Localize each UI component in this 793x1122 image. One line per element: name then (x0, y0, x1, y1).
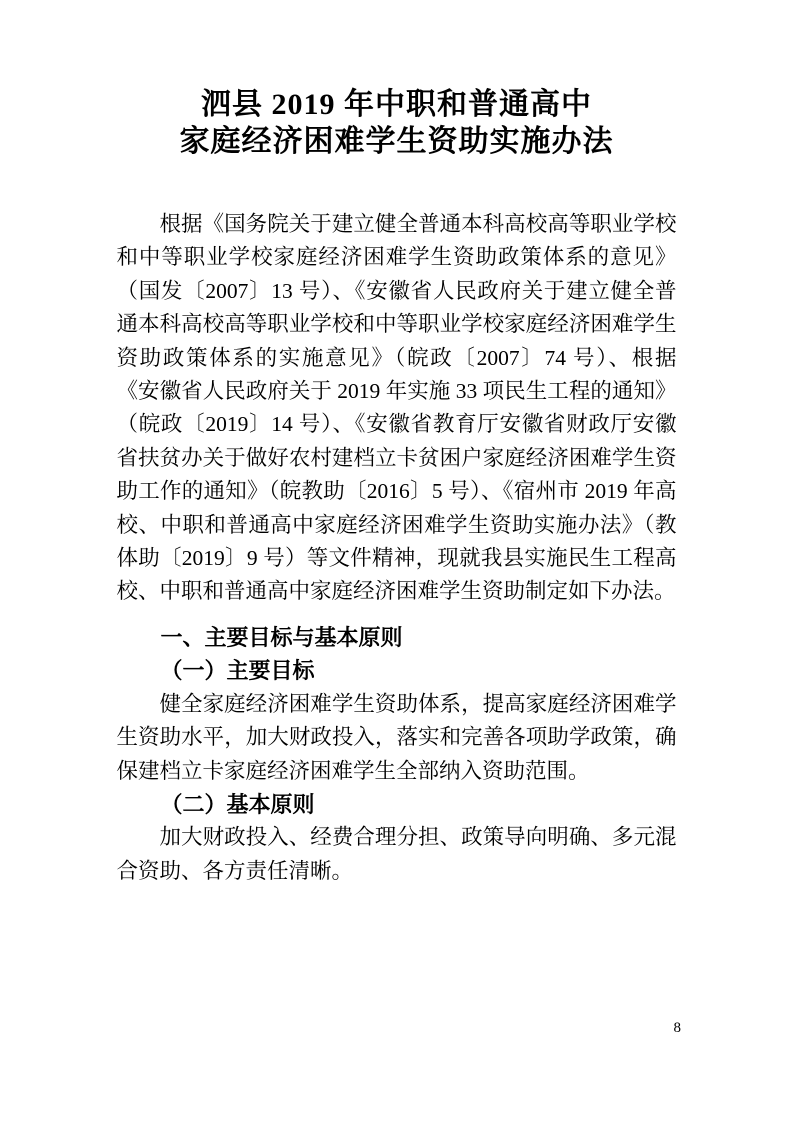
subsection-heading-basic-principles: （二）基本原则 (160, 791, 315, 817)
page-number: 8 (673, 1020, 681, 1036)
intro-paragraph: 根据《国务院关于建立健全普通本科高校高等职业学校和中等职业学校家庭经济困难学生资助政策体系的意见》（国发〔2007〕13 号）、《安徽省人民政府关于建立健全普通本科高校高等职业学校和中等职业学校家庭经济困难学生资助政策体系的实施意见》（皖政〔2007〕74 号）、根据《安徽省人民政府关于 2019 年实施 33 项民生工程的通知》（皖政〔2019〕14 号）、《安徽省教育厅安徽省财政厅安徽省扶贫办关于做好农村建档立卡贫困户家庭经济困难学生资助工作的通知》（皖教助〔2016〕5 号）、《宿州市 2019 年高校、中职和普通高中家庭经济困难学生资助实施办法》（教体助〔2019〕9 号）等文件精神，现就我县实施民生工程高校、中职和普通高中家庭经济困难学生资助制定如下办法。 (116, 212, 677, 604)
subsection-heading-main-goal: （一）主要目标 (160, 658, 315, 684)
title-line-2: 家庭经济困难学生资助实施办法 (179, 125, 614, 158)
document-title (0, 0, 793, 160)
document-body (117, 208, 677, 888)
basic-principles-paragraph: 加大财政投入、经费合理分担、政策导向明确、多元混合资助、各方责任清晰。 (116, 825, 677, 883)
title-line-1: 泗县 2019 年中职和普通高中 (201, 88, 592, 121)
main-goal-paragraph: 健全家庭经济困难学生资助体系，提高家庭经济困难学生资助水平，加大财政投入，落实和完善各项助学政策，确保建档立卡家庭经济困难学生全部纳入资助范围。 (116, 691, 677, 783)
section-heading-1: 一、主要目标与基本原则 (160, 624, 403, 650)
